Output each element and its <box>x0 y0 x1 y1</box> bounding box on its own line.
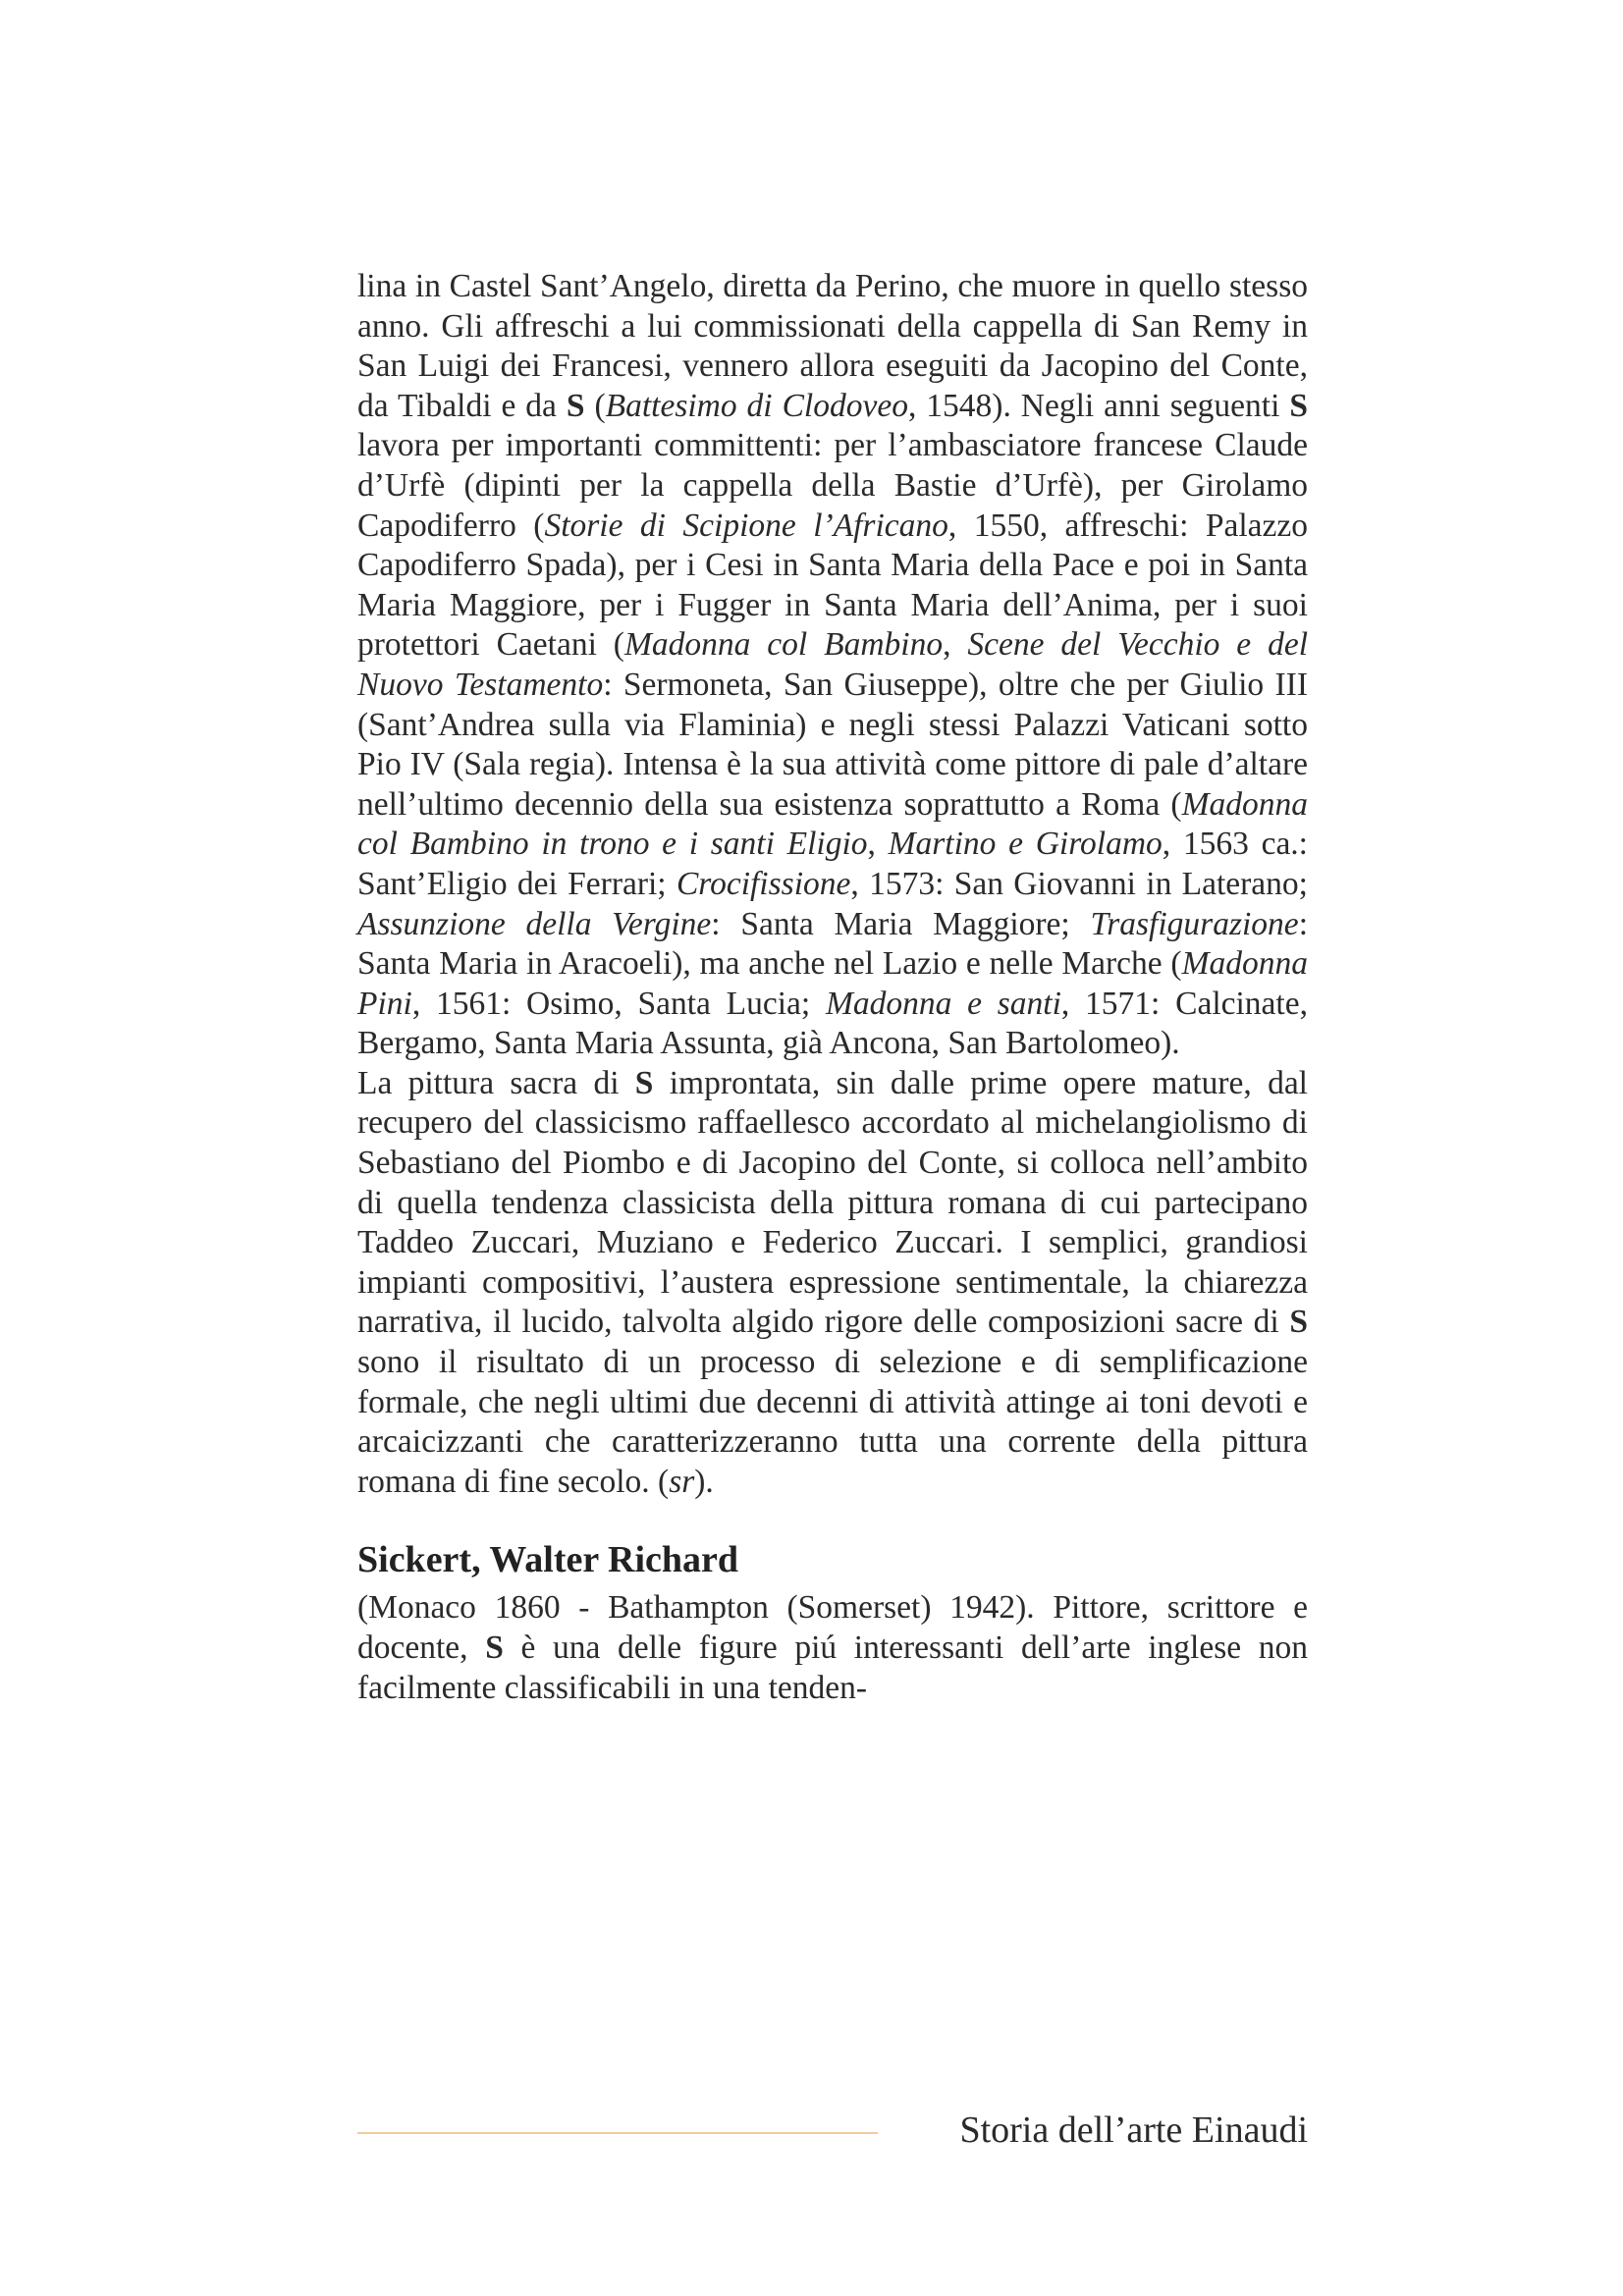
text-run: , 1571: Calcinate, Bergamo, Santa Maria Assunta, già Ancona, San Bartolomeo). <box>357 985 1308 1062</box>
paragraph <box>357 1588 1308 1708</box>
italic-title: Martino e Girolamo <box>888 826 1163 863</box>
text-run: è una delle figure piú interessanti dell’arte inglese non facilmente classificabili in una tenden- <box>357 1629 1308 1706</box>
text-run: , 1573: San Giovanni in Laterano; <box>850 865 1308 902</box>
italic-title: Madonna col Bambino <box>623 626 944 664</box>
text-run: (Monaco 1860 - Bathampton (Somerset) 1942). Pittore, scrittore e docente, <box>357 1589 1308 1666</box>
page-body <box>357 267 1308 1708</box>
bold-abbrev: S <box>1289 1304 1308 1341</box>
page-footer <box>357 2103 1308 2158</box>
text-run: ( <box>584 387 606 424</box>
text-run: sono il risultato di un processo di selezione e di semplificazione formale, che negli ultimi due decenni di attività attinge ai toni devoti e arcaicizzanti che caratterizzeranno tutta una corrente della pittura romana di fine secolo. ( <box>357 1344 1308 1500</box>
text-run: lina in Castel Sant’Angelo, diretta da Perino, che muore in quello stesso anno. Gli affreschi a lui commissionati della cappella di San Remy in San Luigi dei Francesi, vennero allora eseguiti da Jacopino del Conte, da Tibaldi e da <box>357 268 1308 424</box>
bold-abbrev: S <box>634 1064 654 1101</box>
italic-title: Madonna e santi <box>825 985 1061 1022</box>
article-text <box>357 267 1308 1502</box>
italic-title: sr <box>669 1463 695 1500</box>
text-run: , 1563 ca.: Sant’Eligio dei Ferrari; <box>357 826 1308 902</box>
paragraph <box>357 267 1308 1064</box>
italic-title: Trasfigurazione <box>1090 905 1299 942</box>
footer-title: Storia dell’arte Einaudi <box>959 2109 1308 2151</box>
entry-heading: Sickert, Walter Richard <box>357 1539 739 1581</box>
italic-title: Crocifissione <box>676 865 851 902</box>
text-run: , <box>867 826 889 863</box>
text-run: , 1548). Negli anni seguenti <box>907 387 1290 424</box>
italic-title: Assunzione della Vergine <box>357 905 712 942</box>
italic-title: Madonna col Bambino in trono e i santi Eligio <box>357 785 1308 863</box>
bold-abbrev: S <box>485 1629 504 1666</box>
italic-title: Madonna Pini <box>357 945 1308 1022</box>
bold-abbrev: S <box>1289 387 1309 424</box>
text-run: : Santa Maria in Aracoeli), ma anche nel Lazio e nelle Marche ( <box>357 905 1308 983</box>
italic-title: Battesimo di Clodoveo <box>605 387 908 424</box>
text-run: , 1561: Osimo, Santa Lucia; <box>411 985 826 1022</box>
bold-abbrev: S <box>566 387 585 424</box>
footer-rule <box>357 2132 878 2134</box>
text-run: : Santa Maria Maggiore; <box>711 905 1091 942</box>
italic-title: Storie di Scipione l’Africano <box>544 507 948 544</box>
text-run: ). <box>694 1463 714 1500</box>
entry-text <box>357 1588 1308 1708</box>
paragraph <box>357 1064 1308 1503</box>
text-run: , <box>943 626 968 664</box>
text-run: , 1550, affreschi: Palazzo Capodiferro Spada), per i Cesi in Santa Maria della Pace e poi in Santa Maria Maggiore, per i Fugger in Santa Maria dell’Anima, per i suoi protettori Caetani ( <box>357 507 1308 664</box>
text-run: La pittura sacra di <box>357 1064 635 1101</box>
italic-title: Scene del Vecchio e del Nuovo Testamento <box>357 626 1309 703</box>
text-run: improntata, sin dalle prime opere mature, dal recupero del classicismo raffaellesco accordato al michelangiolismo di Sebastiano del Piombo e di Jacopino del Conte, si colloca nell’ambito di quella tendenza classicista della pittura romana di cui partecipano Taddeo Zuccari, Muziano e Federico Zuccari. I semplici, grandiosi impianti compositivi, l’austera espressione sentimentale, la chiarezza narrativa, il lucido, talvolta algido rigore delle composizioni sacre di <box>357 1064 1308 1341</box>
text-run: : Sermoneta, San Giuseppe), oltre che per Giulio III (Sant’Andrea sulla via Flaminia) e negli stessi Palazzi Vaticani sotto Pio IV (Sala regia). Intensa è la sua attività come pittore di pale d’altare nell’ultimo decennio della sua esistenza soprattutto a Roma ( <box>357 666 1308 823</box>
text-run: lavora per importanti committenti: per l’ambasciatore francese Claude d’Urfè (dipinti per la cappella della Bastie d’Urfè), per Girolamo Capodiferro ( <box>357 427 1308 544</box>
